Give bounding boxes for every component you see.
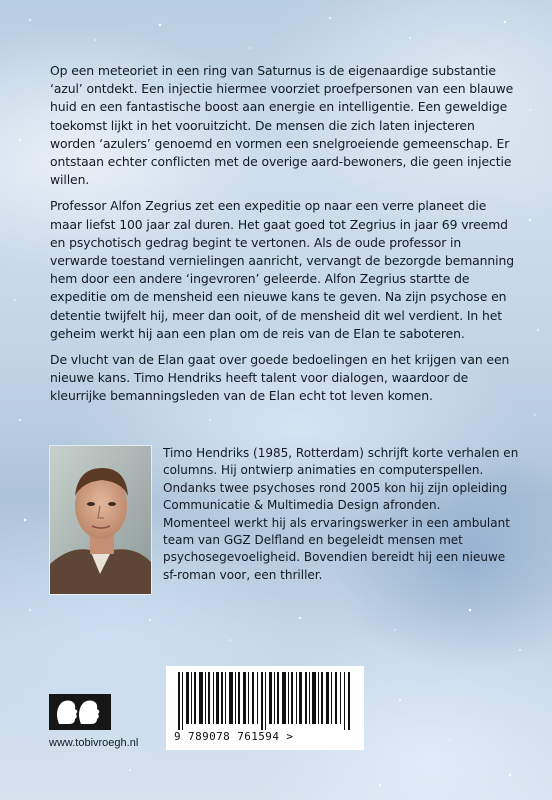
publisher-logo bbox=[49, 694, 111, 730]
isbn-number: 9 789078 761594 > bbox=[174, 730, 294, 743]
barcode-bars bbox=[178, 672, 354, 730]
book-blurb bbox=[50, 62, 520, 414]
isbn-barcode bbox=[166, 666, 364, 750]
blurb-paragraph-3: De vlucht van de Elan gaat over goede bedoelingen en het krijgen van een nieuwe kans. Timo Hendriks heeft talent voor dialogen, waardoor de kleurrijke bemanningsleden van de Elan echt tot leven komen. bbox=[50, 352, 510, 404]
publisher-website[interactable]: www.tobivroegh.nl bbox=[49, 737, 139, 749]
author-portrait-illustration bbox=[50, 446, 151, 594]
bio-paragraph-2: Momenteel werkt hij als ervaringswerker in een ambulant team van GGZ Delfland en begeleidt mensen met psychosegevoeligheid. Bovendien bereidt hij een nieuwe sf-roman voor, een thriller. bbox=[163, 515, 510, 582]
blurb-paragraph-2: Professor Alfon Zegrius zet een expeditie op naar een verre planeet die maar liefst 100 jaar zal duren. Het gaat goed tot Zegrius in jaar 69 vreemd en psychotisch gedrag begint te vertonen. Als de oude professor in verwarde toestand vernielingen aanricht, vervangt de bezorgde bemanning hem door een andere ‘ingevroren’ geleerde. Alfon Zegrius startte de expeditie om de mensheid een nieuwe kans te geven. Na zijn psychose en detentie twijfelt hij, meer dan ooit, of de mensheid dit wel verdient. In het geheim werkt hij aan een plan om de reis van de Elan te saboteren. bbox=[50, 198, 515, 341]
author-photo bbox=[49, 445, 152, 595]
author-biography bbox=[163, 445, 523, 584]
blurb-paragraph-1: Op een meteoriet in een ring van Saturnus is de eigenaardige substantie ‘azul’ ontdekt. Een injectie hiermee voorziet proefpersonen van een blauwe huid en een fantastische boost aan energie en intelligentie. Een geweldige toekomst lijkt in het vooruitzicht. De mensen die zich laten injecteren worden ‘azulers’ genoemd en vormen een snelgroeiende gemeenschap. Er ontstaan echter conflicten met de overige aard-bewoners, die geen injectie willen. bbox=[50, 63, 514, 188]
bio-paragraph-1: Timo Hendriks (1985, Rotterdam) schrijft korte verhalen en columns. Hij ontwierp animaties en computerspellen. Ondanks twee psychoses rond 2005 kon hij zijn opleiding Communicatie & Multimedia Design afronden. bbox=[163, 446, 519, 513]
